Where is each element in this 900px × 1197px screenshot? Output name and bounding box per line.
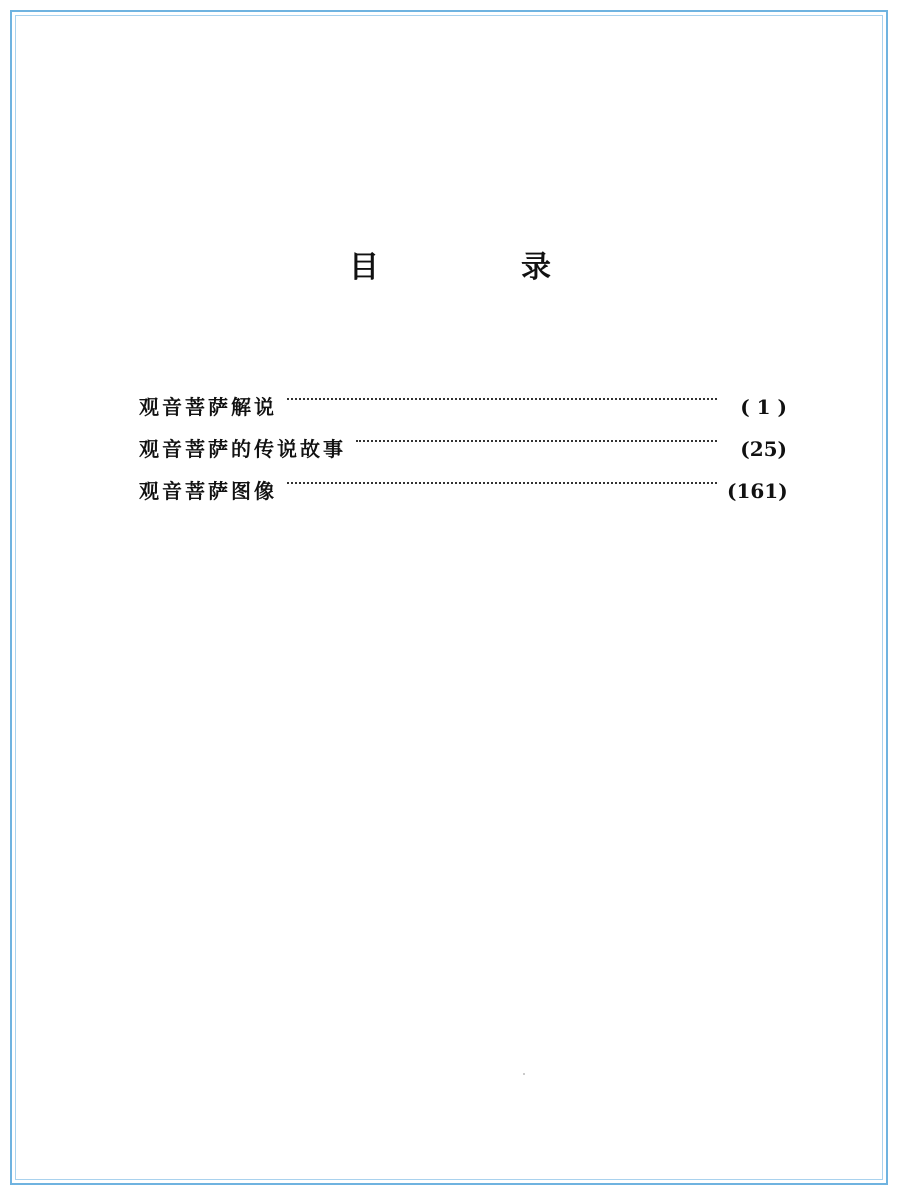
page-border-inner xyxy=(15,15,883,1180)
toc-dot-leader xyxy=(356,414,717,456)
toc-entry-title: 观音菩萨图像 xyxy=(139,479,277,503)
toc-entry-title: 观音菩萨的传说故事 xyxy=(139,437,346,461)
scan-speck xyxy=(523,1073,525,1075)
table-of-contents xyxy=(139,372,788,503)
toc-entry-page: ( 1 ) xyxy=(740,395,787,419)
toc-entry[interactable] xyxy=(139,372,787,419)
toc-dot-leader xyxy=(287,372,717,414)
toc-dot-leader xyxy=(287,456,717,498)
toc-entry-page: (161) xyxy=(727,479,788,503)
toc-entry-page: (25) xyxy=(740,437,787,461)
toc-entry-title: 观音菩萨解说 xyxy=(139,395,277,419)
page-title: 目 录 xyxy=(349,250,607,285)
